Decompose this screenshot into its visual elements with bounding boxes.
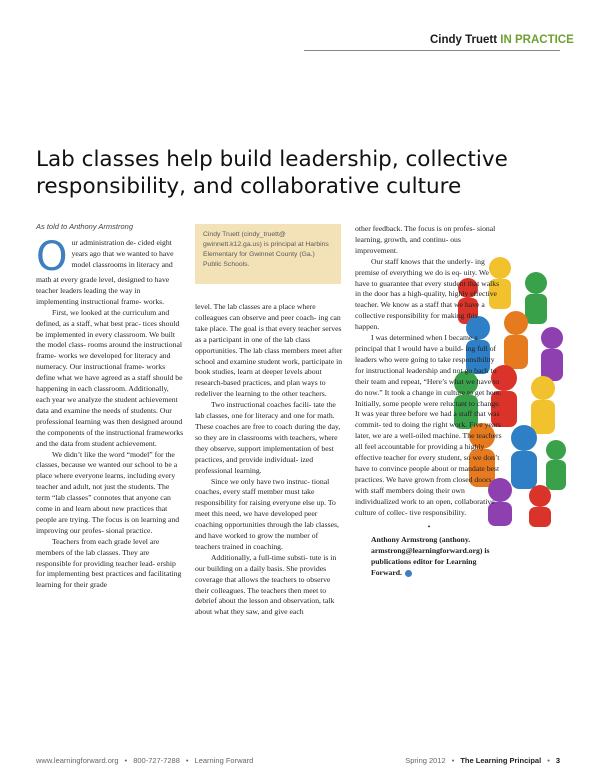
end-mark-icon <box>405 570 412 577</box>
footer-publication: The Learning Principal <box>460 756 542 765</box>
footer-phone: 800-727-7288 <box>133 756 180 765</box>
footer-org: Learning Forward <box>194 756 254 765</box>
paragraph: First, we looked at the curriculum and defined, as a staff, what best prac- tices should be implemented in every classroom. We built the model class- rooms around the instructional frame- works we developed for literacy and numeracy. Our instructional frame- works define what we have agreed as a staff should be happening in each classroom. Additionally, each year we analyze the student achievement data and examine the needs of students. Our professional learning was then designed around the components of the instructional frameworks and the data from student achievement. <box>36 307 184 448</box>
paragraph: I was determined when I became a principal that I would have a build- ing full of leaders who were going to take responsibility for instructional leadership and not go back to their team and repeat, “Here’s what we have to do now.” It took a change in culture to get here. Initially, some people were reluctant to change. It was year three before we had a staff that was commit- ted to doing the right work. Five years later, we are a well-oiled machine. The teachers all feel accountable for providing a highly effective teacher for every student, so we don’t have to convince people about or mandate best practices. We have grown from closed doors with staff members doing their own individualized work to an open, collaborative culture of collec- tive responsibility. <box>355 333 502 517</box>
footer-separator: • <box>124 756 128 765</box>
footer-issue: Spring 2012 <box>405 756 446 765</box>
column-1 <box>36 234 184 591</box>
paragraph: We didn’t like the word “model” for the classes, because we wanted our school to be a place where everyone learns, including every teacher and adult, not just the students. The term “lab classes” connotes that anyone can come in and learn about new practices that people are trying. The focus is on learning and improving our profes- sional practice. <box>36 449 180 535</box>
footer-url: www.learningforward.org <box>36 756 119 765</box>
running-header <box>430 34 574 46</box>
byline: As told to Anthony Armstrong <box>36 222 133 231</box>
paragraph: math at every grade level, designed to have teacher leaders leading the way in implementing instructional frame- works. <box>36 275 170 306</box>
footer-right <box>405 756 560 765</box>
header-section: IN PRACTICE <box>500 34 574 46</box>
header-rule <box>304 50 560 51</box>
column-2 <box>195 302 343 618</box>
paragraph: Our staff knows that the underly- ing premise of everything we do is eq- uity. We have to guarantee that every student that walks in the door has a high-quality, highly effective teacher. We know as a staff that we have a collective responsibility for making this happen. <box>355 256 500 332</box>
paragraph: Teachers from each grade level are members of the lab classes. They are responsible for providing teacher lead- ership for implementing best practices and facilitating learning for their grade <box>36 536 182 590</box>
header-author: Cindy Truett <box>430 34 498 46</box>
footer-separator: • <box>451 756 455 765</box>
paragraph: Two instructional coaches facili- tate the lab classes, one for literacy and one for math. These coaches are free to coach during the day, so they are in classrooms with teachers, where they observe, support implementation of best practices, and provide individual- ized professional learning. <box>195 400 341 475</box>
drop-cap: O <box>36 234 68 280</box>
section-bullet: • <box>427 522 431 532</box>
footer-left <box>36 756 253 765</box>
author-callout: Cindy Truett (cindy_truett@ gwinnett.k12.ga.us) is principal at Harbins Elementary for Gwinnet County (Ga.) Public Schools. <box>195 224 341 284</box>
page-number: 3 <box>555 756 560 765</box>
footer-separator: • <box>185 756 189 765</box>
column-3 <box>355 224 503 579</box>
paragraph: Additionally, a full-time substi- tute is in our building on a daily basis. She provides coverage that allows the teachers to observe their colleagues. The teachers then meet to debrief about the lesson and observation, talk about what they saw, and give each <box>195 552 337 617</box>
footer-separator: • <box>547 756 550 765</box>
paragraph: level. The lab classes are a place where colleagues can observe and peer coach- ing can take place. The goal is that every teacher serves as a participant in one of the lab class opportunities. The lab class members meet after school and examine student work, participate in book studies, learn at deeper levels about research-based practices, and plan ways to redeliver the learning to the other teachers. <box>195 302 343 399</box>
author-bio-text: Anthony Armstrong (anthony. armstrong@learningforward.org) is publications editor for Learning Forward. <box>371 535 490 578</box>
author-bio <box>355 535 503 579</box>
paragraph: ur administration de- cided eight years ago that we wanted to have model classrooms in literacy and <box>71 238 174 269</box>
paragraph: Since we only have two instruc- tional coaches, every staff member must take responsibility for raising everyone else up. To meet this need, we have developed peer coaching opportunities through the lab classes, and have worked to grow the number of teachers trained in coaching. <box>195 476 339 551</box>
article-title: Lab classes help build leadership, collective responsibility, and collaborative culture <box>36 147 508 199</box>
paragraph: other feedback. The focus is on profes- sional learning, growth, and continu- ous improvement. <box>355 224 496 255</box>
